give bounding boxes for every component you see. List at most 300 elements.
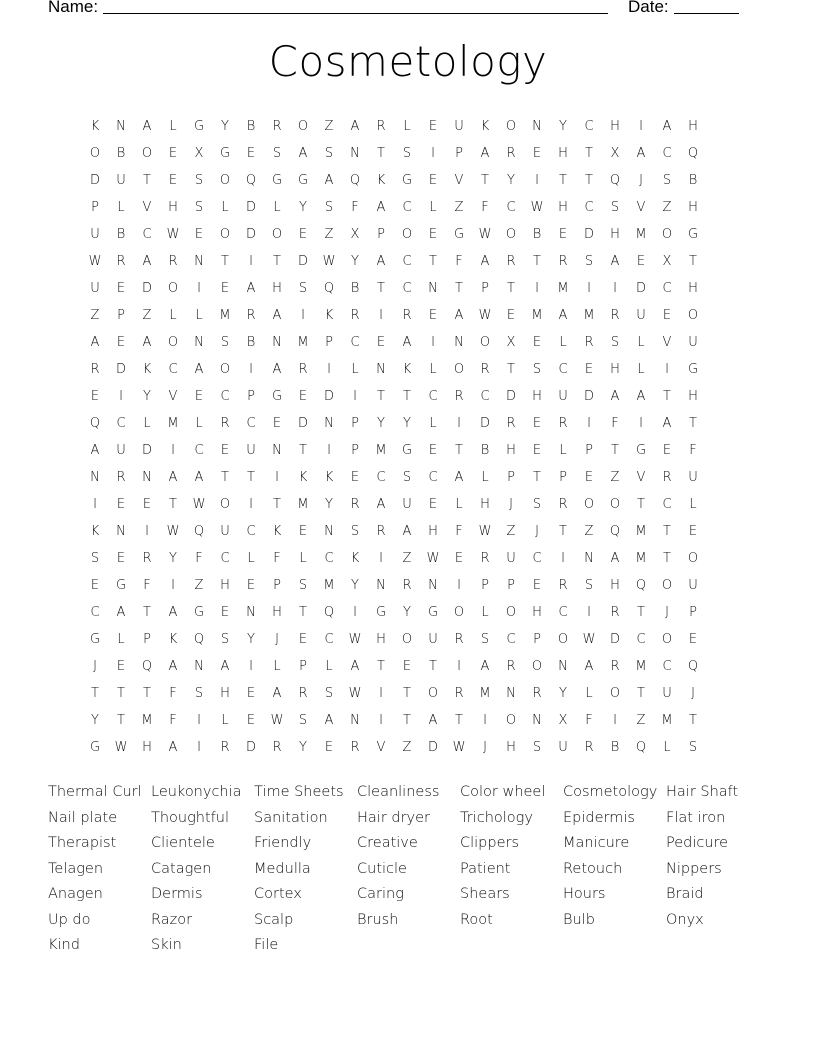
grid-letter: R	[558, 578, 568, 593]
grid-letter: E	[558, 227, 568, 242]
grid-row	[82, 194, 706, 221]
grid-letter: I	[353, 605, 357, 620]
grid-letter: U	[636, 308, 646, 323]
grid-letter: L	[429, 362, 437, 377]
word-bank	[48, 780, 768, 959]
grid-letter: S	[662, 173, 672, 188]
word-bank-item: Hair dryer	[357, 809, 431, 826]
grid-letter: L	[195, 308, 203, 323]
grid-letter: A	[142, 254, 152, 269]
grid-letter: I	[197, 713, 201, 728]
grid-letter: E	[402, 659, 412, 674]
grid-letter: L	[429, 200, 437, 215]
grid-letter: D	[89, 173, 100, 188]
grid-letter: U	[220, 524, 230, 539]
worksheet-header	[48, 0, 748, 19]
grid-letter: A	[194, 470, 204, 485]
grid-letter: I	[431, 335, 435, 350]
grid-letter: T	[403, 389, 411, 404]
grid-letter: L	[143, 416, 151, 431]
grid-letter: D	[115, 362, 126, 377]
grid-letter: T	[637, 497, 645, 512]
grid-letter: V	[376, 740, 386, 755]
grid-letter: S	[480, 632, 490, 647]
grid-letter: Z	[142, 308, 152, 323]
name-label: Name:	[48, 0, 99, 16]
grid-letter: N	[350, 146, 360, 161]
word-bank-item: Trichology	[460, 809, 533, 826]
grid-letter: A	[168, 605, 178, 620]
grid-letter: E	[584, 470, 594, 485]
grid-letter: F	[195, 551, 203, 566]
grid-letter: T	[455, 713, 463, 728]
grid-letter: R	[532, 686, 542, 701]
grid-letter: C	[402, 281, 412, 296]
grid-letter: I	[249, 362, 253, 377]
word-bank-row	[48, 882, 768, 908]
grid-letter: C	[324, 551, 334, 566]
grid-letter: W	[426, 551, 440, 566]
word-bank-item: Dermis	[151, 886, 203, 902]
grid-letter: R	[376, 119, 386, 134]
grid-letter: S	[298, 578, 308, 593]
grid-letter: R	[610, 308, 620, 323]
grid-letter: O	[297, 119, 309, 134]
grid-letter: Z	[636, 713, 646, 728]
grid-letter: X	[194, 146, 204, 161]
grid-letter: L	[221, 200, 229, 215]
word-bank-row	[48, 908, 768, 934]
grid-letter: Y	[403, 416, 411, 431]
grid-letter: O	[609, 686, 621, 701]
grid-letter: M	[661, 713, 673, 728]
word-bank-item: Thoughtful	[151, 809, 230, 826]
grid-letter: N	[532, 119, 542, 134]
grid-letter: T	[429, 254, 437, 269]
grid-letter: O	[219, 173, 231, 188]
grid-letter: D	[245, 740, 256, 755]
grid-letter: T	[481, 173, 489, 188]
grid-letter: E	[688, 632, 698, 647]
grid-letter: C	[350, 335, 360, 350]
grid-letter: P	[585, 443, 593, 458]
grid-letter: S	[194, 173, 204, 188]
word-bank-item: Telagen	[48, 860, 104, 877]
grid-letter: K	[168, 632, 178, 647]
grid-letter: A	[558, 308, 568, 323]
grid-letter: Y	[247, 632, 255, 647]
grid-letter: A	[610, 254, 620, 269]
grid-letter: R	[272, 119, 282, 134]
grid-letter: R	[298, 686, 308, 701]
grid-letter: A	[402, 524, 412, 539]
grid-letter: T	[273, 254, 281, 269]
grid-letter: E	[532, 146, 542, 161]
grid-letter: C	[142, 227, 152, 242]
grid-letter: O	[687, 308, 699, 323]
grid-letter: E	[194, 389, 204, 404]
grid-letter: T	[533, 470, 541, 485]
grid-letter: M	[531, 308, 543, 323]
grid-letter: N	[506, 686, 516, 701]
grid-letter: T	[377, 146, 385, 161]
grid-letter: U	[90, 227, 100, 242]
grid-letter: R	[220, 416, 230, 431]
grid-letter: T	[273, 497, 281, 512]
word-bank-item: Bulb	[563, 911, 595, 928]
grid-letter: H	[558, 200, 568, 215]
grid-letter: O	[271, 227, 283, 242]
grid-letter: U	[558, 389, 568, 404]
word-bank-item: Therapist	[48, 835, 117, 851]
grid-letter: B	[246, 119, 256, 134]
grid-letter: N	[376, 578, 386, 593]
grid-letter: H	[480, 497, 490, 512]
word-bank-item: Scalp	[254, 911, 294, 928]
grid-letter: E	[116, 335, 126, 350]
grid-letter: T	[117, 713, 125, 728]
grid-letter: R	[402, 578, 412, 593]
grid-row	[82, 545, 706, 572]
word-bank-item: Patient	[460, 860, 511, 877]
grid-letter: L	[481, 470, 489, 485]
grid-row	[82, 464, 706, 491]
grid-letter: G	[401, 173, 413, 188]
grid-letter: I	[171, 578, 175, 593]
grid-letter: T	[221, 254, 229, 269]
grid-letter: F	[455, 524, 463, 539]
grid-letter: M	[297, 497, 309, 512]
grid-letter: W	[582, 632, 596, 647]
grid-letter: Y	[507, 173, 515, 188]
grid-letter: P	[559, 470, 567, 485]
grid-letter: E	[428, 119, 438, 134]
grid-letter: Q	[323, 605, 335, 620]
grid-letter: P	[299, 659, 307, 674]
grid-letter: J	[509, 497, 513, 512]
grid-letter: Z	[662, 200, 672, 215]
grid-letter: J	[483, 740, 487, 755]
grid-letter: N	[194, 335, 204, 350]
grid-letter: T	[689, 713, 697, 728]
grid-letter: N	[428, 281, 438, 296]
grid-letter: Y	[351, 578, 359, 593]
grid-letter: C	[220, 389, 230, 404]
grid-letter: N	[142, 470, 152, 485]
grid-row	[82, 734, 706, 761]
grid-letter: G	[115, 578, 127, 593]
grid-letter: N	[428, 578, 438, 593]
grid-letter: M	[635, 524, 647, 539]
grid-letter: H	[168, 200, 178, 215]
grid-letter: I	[613, 281, 617, 296]
grid-letter: L	[559, 335, 567, 350]
grid-letter: V	[636, 470, 646, 485]
grid-letter: R	[480, 362, 490, 377]
grid-letter: M	[635, 227, 647, 242]
grid-letter: G	[687, 362, 699, 377]
grid-letter: O	[89, 146, 101, 161]
grid-letter: C	[402, 254, 412, 269]
grid-letter: Z	[506, 524, 516, 539]
grid-letter: K	[324, 308, 334, 323]
grid-letter: T	[403, 686, 411, 701]
grid-letter: E	[688, 524, 698, 539]
grid-letter: E	[584, 362, 594, 377]
grid-row	[82, 680, 706, 707]
grid-letter: Z	[584, 524, 594, 539]
grid-letter: U	[558, 740, 568, 755]
grid-letter: A	[402, 335, 412, 350]
grid-letter: A	[662, 416, 672, 431]
word-bank-item: Nippers	[666, 860, 722, 877]
grid-letter: E	[116, 551, 126, 566]
grid-letter: T	[455, 443, 463, 458]
grid-letter: I	[639, 416, 643, 431]
grid-letter: V	[636, 200, 646, 215]
grid-row	[82, 302, 706, 329]
grid-letter: C	[324, 632, 334, 647]
grid-letter: U	[402, 497, 412, 512]
word-bank-item: Razor	[151, 911, 193, 928]
grid-letter: A	[350, 119, 360, 134]
grid-letter: T	[585, 173, 593, 188]
grid-letter: Q	[193, 632, 205, 647]
grid-letter: D	[583, 227, 594, 242]
word-bank-item: Catagen	[151, 860, 212, 877]
grid-row	[82, 599, 706, 626]
grid-letter: A	[272, 308, 282, 323]
grid-letter: D	[505, 389, 516, 404]
grid-letter: N	[558, 659, 568, 674]
grid-letter: E	[428, 308, 438, 323]
grid-letter: O	[219, 362, 231, 377]
word-bank-item: Leukonychia	[151, 784, 242, 800]
grid-letter: C	[506, 200, 516, 215]
grid-row	[82, 113, 706, 140]
grid-letter: O	[505, 227, 517, 242]
grid-letter: M	[557, 281, 569, 296]
grid-letter: C	[376, 470, 386, 485]
grid-letter: T	[143, 605, 151, 620]
grid-letter: U	[116, 443, 126, 458]
grid-letter: R	[506, 659, 516, 674]
grid-letter: M	[297, 335, 309, 350]
grid-letter: Y	[351, 254, 359, 269]
grid-letter: L	[195, 416, 203, 431]
grid-letter: R	[506, 146, 516, 161]
grid-letter: I	[171, 443, 175, 458]
word-bank-item: Sanitation	[254, 809, 328, 826]
grid-letter: S	[220, 335, 230, 350]
grid-letter: W	[192, 497, 206, 512]
word-bank-item: Skin	[151, 937, 182, 953]
grid-letter: T	[689, 254, 697, 269]
grid-letter: L	[117, 632, 125, 647]
grid-letter: D	[297, 254, 308, 269]
grid-letter: L	[351, 362, 359, 377]
grid-letter: O	[219, 227, 231, 242]
grid-letter: I	[197, 740, 201, 755]
grid-letter: A	[324, 173, 334, 188]
grid-letter: A	[376, 254, 386, 269]
grid-letter: H	[532, 389, 542, 404]
grid-letter: C	[428, 389, 438, 404]
grid-letter: O	[401, 632, 413, 647]
grid-letter: X	[662, 254, 672, 269]
grid-letter: W	[478, 524, 492, 539]
grid-letter: O	[453, 362, 465, 377]
grid-letter: G	[401, 443, 413, 458]
grid-letter: E	[428, 227, 438, 242]
grid-letter: J	[275, 632, 279, 647]
grid-letter: S	[350, 524, 360, 539]
grid-letter: U	[246, 443, 256, 458]
grid-letter: B	[532, 227, 542, 242]
grid-letter: E	[532, 416, 542, 431]
grid-letter: R	[454, 686, 464, 701]
grid-letter: I	[249, 497, 253, 512]
grid-letter: E	[116, 281, 126, 296]
grid-letter: A	[168, 659, 178, 674]
word-bank-item: Cortex	[254, 886, 302, 902]
grid-letter: A	[376, 497, 386, 512]
grid-letter: V	[454, 173, 464, 188]
grid-letter: U	[662, 686, 672, 701]
grid-letter: X	[506, 335, 516, 350]
grid-letter: H	[532, 605, 542, 620]
grid-letter: O	[479, 335, 491, 350]
grid-letter: L	[403, 119, 411, 134]
grid-letter: R	[350, 497, 360, 512]
grid-letter: Y	[325, 497, 333, 512]
grid-letter: N	[324, 416, 334, 431]
grid-letter: O	[505, 713, 517, 728]
word-bank-item: Shears	[460, 886, 510, 902]
grid-letter: E	[90, 389, 100, 404]
grid-letter: H	[220, 686, 230, 701]
grid-letter: I	[379, 551, 383, 566]
grid-letter: L	[585, 686, 593, 701]
grid-letter: M	[635, 659, 647, 674]
grid-letter: R	[662, 470, 672, 485]
grid-letter: M	[219, 308, 231, 323]
grid-row	[82, 221, 706, 248]
word-bank-item: Root	[460, 911, 493, 928]
grid-letter: C	[402, 200, 412, 215]
grid-letter: P	[377, 227, 385, 242]
grid-letter: T	[611, 443, 619, 458]
grid-letter: N	[246, 605, 256, 620]
grid-letter: T	[455, 281, 463, 296]
word-bank-row	[48, 933, 768, 959]
word-bank-item: Pedicure	[666, 835, 729, 851]
grid-letter: B	[246, 335, 256, 350]
grid-letter: C	[90, 605, 100, 620]
grid-letter: R	[246, 308, 256, 323]
grid-letter: I	[457, 416, 461, 431]
grid-letter: E	[298, 524, 308, 539]
grid-letter: A	[220, 659, 230, 674]
grid-letter: T	[507, 362, 515, 377]
grid-letter: I	[561, 551, 565, 566]
word-bank-item: Friendly	[254, 835, 312, 851]
grid-letter: V	[168, 389, 178, 404]
grid-letter: I	[301, 308, 305, 323]
grid-letter: I	[275, 470, 279, 485]
grid-letter: W	[322, 254, 336, 269]
grid-letter: Y	[143, 389, 151, 404]
grid-letter: H	[506, 443, 516, 458]
grid-letter: D	[609, 632, 620, 647]
grid-letter: M	[635, 551, 647, 566]
grid-letter: C	[116, 416, 126, 431]
grid-letter: F	[455, 254, 463, 269]
grid-letter: G	[635, 443, 647, 458]
grid-letter: C	[480, 389, 490, 404]
grid-letter: P	[351, 443, 359, 458]
grid-letter: O	[583, 497, 595, 512]
grid-letter: E	[376, 335, 386, 350]
grid-letter: H	[610, 578, 620, 593]
grid-letter: A	[246, 281, 256, 296]
grid-letter: C	[194, 443, 204, 458]
grid-letter: A	[636, 389, 646, 404]
grid-letter: R	[90, 362, 100, 377]
grid-letter: T	[585, 146, 593, 161]
grid-letter: K	[90, 119, 100, 134]
grid-letter: W	[348, 686, 362, 701]
grid-letter: P	[533, 632, 541, 647]
grid-letter: S	[220, 632, 230, 647]
grid-letter: R	[506, 254, 516, 269]
grid-letter: R	[610, 659, 620, 674]
grid-letter: Y	[377, 416, 385, 431]
grid-letter: X	[610, 146, 620, 161]
grid-letter: Z	[90, 308, 100, 323]
grid-letter: S	[298, 281, 308, 296]
grid-letter: M	[323, 578, 335, 593]
grid-letter: P	[507, 578, 515, 593]
word-bank-item: Caring	[357, 886, 404, 902]
grid-letter: A	[428, 713, 438, 728]
grid-letter: K	[90, 524, 100, 539]
grid-letter: E	[90, 578, 100, 593]
grid-letter: K	[272, 524, 282, 539]
grid-letter: V	[662, 335, 672, 350]
grid-letter: D	[245, 200, 256, 215]
grid-letter: D	[427, 740, 438, 755]
grid-letter: T	[663, 524, 671, 539]
grid-letter: G	[271, 173, 283, 188]
grid-letter: H	[558, 146, 568, 161]
grid-letter: W	[452, 740, 466, 755]
grid-letter: N	[584, 551, 594, 566]
grid-letter: A	[90, 335, 100, 350]
grid-letter: R	[142, 551, 152, 566]
grid-letter: P	[689, 605, 697, 620]
grid-letter: N	[90, 470, 100, 485]
grid-letter: O	[661, 227, 673, 242]
grid-letter: C	[662, 146, 672, 161]
grid-letter: E	[662, 443, 672, 458]
grid-letter: N	[116, 119, 126, 134]
grid-letter: X	[558, 713, 568, 728]
grid-letter: R	[506, 416, 516, 431]
grid-letter: W	[114, 740, 128, 755]
grid-letter: C	[662, 659, 672, 674]
grid-letter: S	[688, 740, 698, 755]
